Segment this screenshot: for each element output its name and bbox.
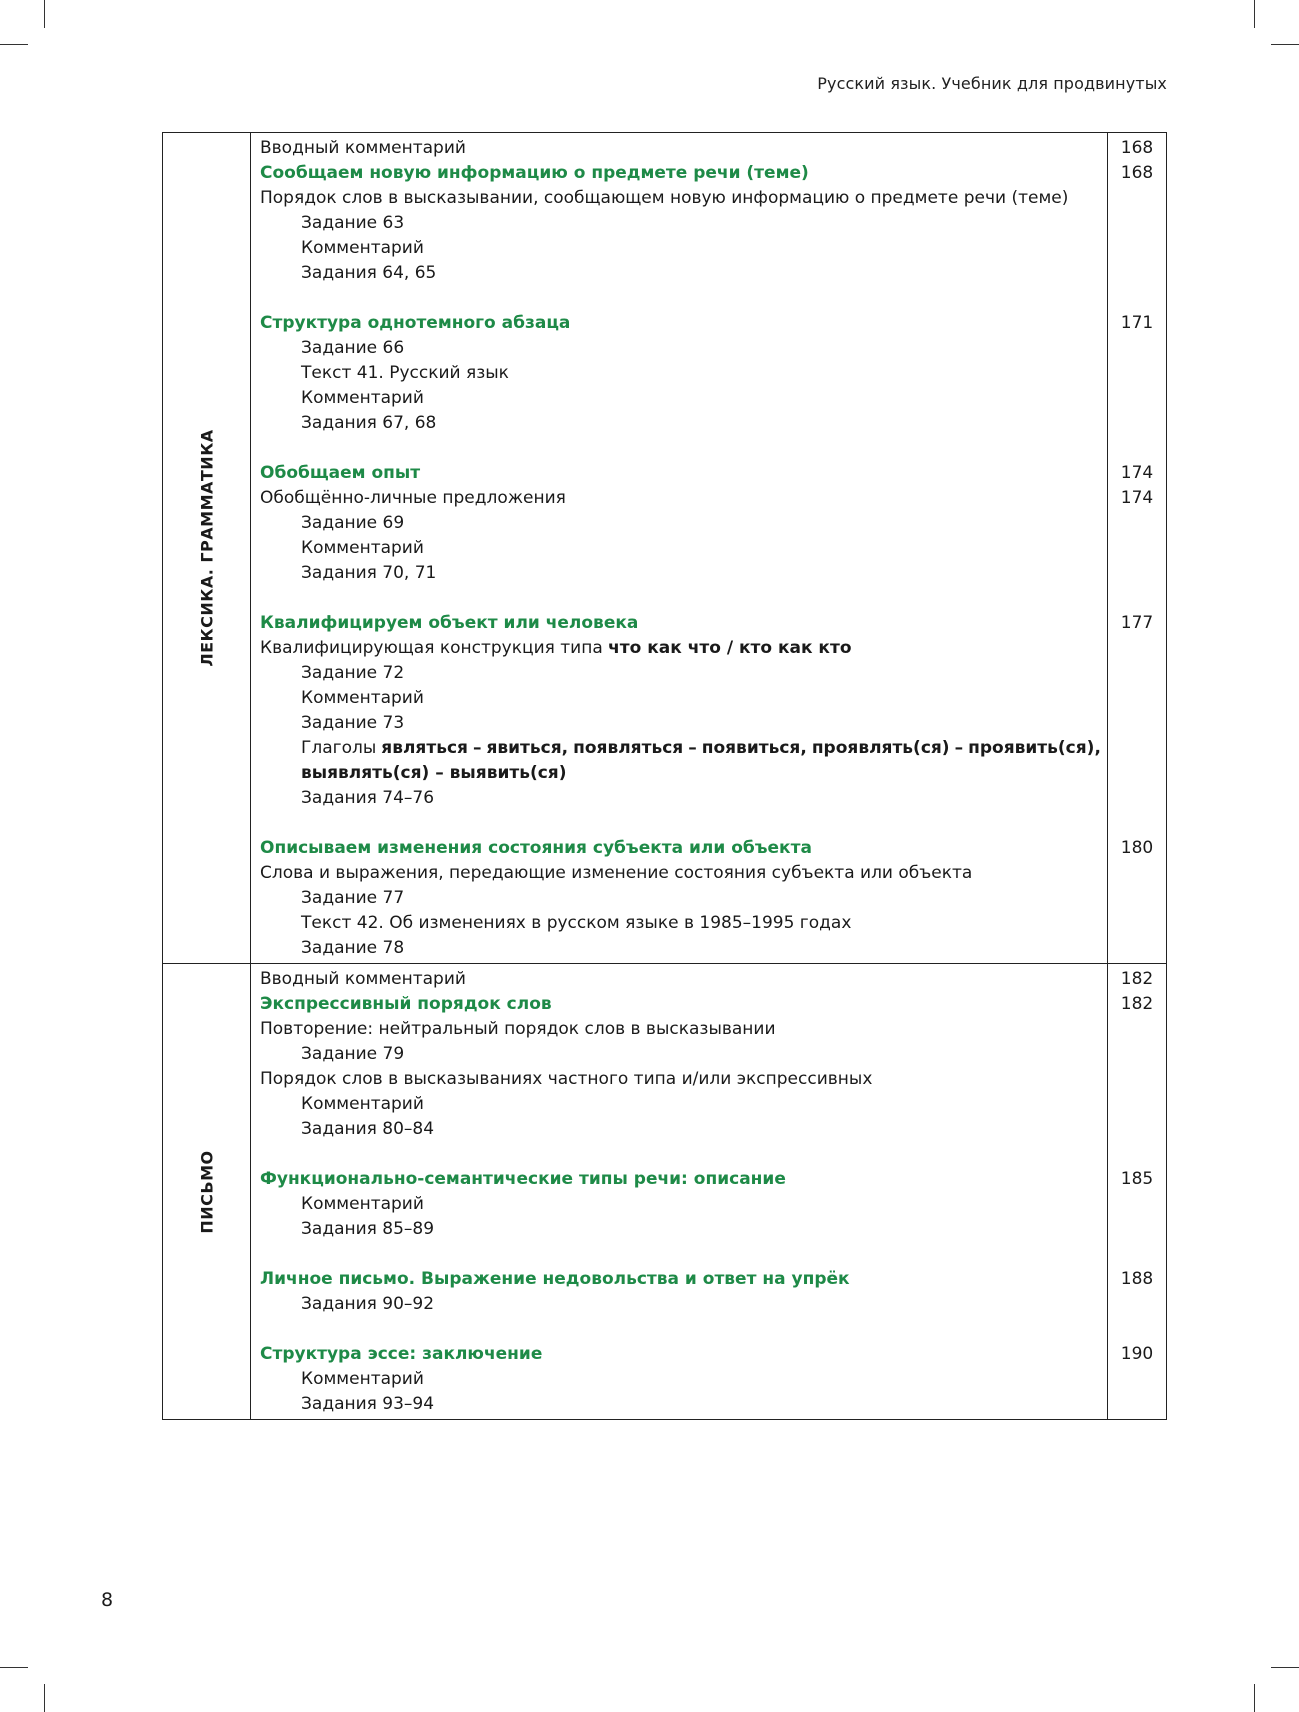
toc-subentry: Задания 74–76 <box>301 788 435 808</box>
toc-entry: Вводный комментарий <box>260 969 466 989</box>
page-ref: 174 <box>1120 488 1154 508</box>
toc-entry: Вводный комментарий <box>260 138 466 158</box>
crop-mark <box>1271 1667 1299 1668</box>
entry-text: Глаголы <box>301 738 377 758</box>
page-ref: 180 <box>1120 838 1154 858</box>
entry-bold-text: что как что / кто как кто <box>608 638 852 658</box>
page-ref: 168 <box>1120 163 1154 183</box>
toc-subentry: Задание 79 <box>301 1044 405 1064</box>
crop-mark <box>44 0 45 28</box>
toc-subentry: Комментарий <box>301 238 424 258</box>
toc-subentry: Комментарий <box>301 688 424 708</box>
entry-bold-text: появиться, <box>701 738 807 758</box>
page-column <box>1107 133 1166 963</box>
entry-bold-text: явиться, <box>486 738 569 758</box>
toc-subentry: Комментарий <box>301 538 424 558</box>
section-side-cell <box>163 133 251 963</box>
toc-subentry: Комментарий <box>301 1194 424 1214</box>
toc-heading: Структура однотемного абзаца <box>260 313 571 333</box>
page-ref: 168 <box>1120 138 1154 158</box>
toc-subentry <box>251 761 1107 786</box>
toc-subentry: Задание 73 <box>301 713 405 733</box>
section-content <box>251 964 1107 1419</box>
toc-subentry: Текст 41. Русский язык <box>301 363 509 383</box>
crop-mark <box>0 1667 28 1668</box>
crop-mark <box>1254 1684 1255 1712</box>
entry-bold-text: появляться <box>573 738 684 758</box>
toc-subentry: Комментарий <box>301 388 424 408</box>
entry-bold-text: – <box>688 738 697 758</box>
section-label: ПИСЬМО <box>197 1149 216 1234</box>
toc-heading: Функционально-семантические типы речи: описание <box>260 1169 786 1189</box>
toc-entry: Обобщённо-личные предложения <box>260 488 566 508</box>
toc-subentry: Текст 42. Об изменениях в русском языке в 1985–1995 годах <box>301 913 852 933</box>
toc-subentry: Комментарий <box>301 1369 424 1389</box>
spacer <box>251 1142 1107 1167</box>
page-ref: 182 <box>1120 994 1154 1014</box>
entry-bold-text: выявлять(ся) – выявить(ся) <box>301 763 567 783</box>
spacer <box>251 811 1107 836</box>
toc-heading: Экспрессивный порядок слов <box>260 994 552 1014</box>
spacer <box>251 1242 1107 1267</box>
toc-entry: Слова и выражения, передающие изменение состояния субъекта или объекта <box>260 863 973 883</box>
toc-subentry: Задания 90–92 <box>301 1294 435 1314</box>
toc-heading: Структура эссе: заключение <box>260 1344 543 1364</box>
toc-subentry: Задание 69 <box>301 513 405 533</box>
entry-bold-text: – <box>472 738 482 758</box>
page-ref: 188 <box>1120 1269 1154 1289</box>
toc-subentry: Задания 93–94 <box>301 1394 435 1414</box>
toc-heading: Сообщаем новую информацию о предмете речи (теме) <box>260 163 809 183</box>
toc-subentry: Задание 78 <box>301 938 405 958</box>
page-ref: 177 <box>1120 613 1154 633</box>
page-column <box>1107 964 1166 1419</box>
toc-subentry: Задания 85–89 <box>301 1219 435 1239</box>
entry-text: Квалифицирующая конструкция типа <box>260 638 609 658</box>
entry-bold-text: – <box>954 738 964 758</box>
crop-mark <box>44 1684 45 1712</box>
page-ref: 185 <box>1120 1169 1154 1189</box>
toc-subentry: Задания 80–84 <box>301 1119 435 1139</box>
section-label: ЛЕКСИКА. ГРАММАТИКА <box>197 429 216 667</box>
section-side-cell <box>163 964 251 1419</box>
toc-section-writing <box>163 963 1166 1419</box>
crop-mark <box>1254 0 1255 28</box>
toc-subentry: Задания 67, 68 <box>301 413 437 433</box>
spacer <box>251 286 1107 311</box>
running-header: Русский язык. Учебник для продвинутых <box>817 74 1167 93</box>
spacer <box>251 1317 1107 1342</box>
toc-entry: Порядок слов в высказывании, сообщающем новую информацию о предмете речи (теме) <box>260 188 1069 208</box>
toc-subentry: Задание 66 <box>301 338 405 358</box>
toc-subentry: Комментарий <box>301 1094 424 1114</box>
toc-entry: Порядок слов в высказываниях частного типа и/или экспрессивных <box>260 1069 873 1089</box>
entry-bold-text: проявлять(ся) <box>811 738 950 758</box>
toc-subentry: Задание 72 <box>301 663 405 683</box>
entry-bold-text: являться <box>381 738 468 758</box>
toc-entry: Повторение: нейтральный порядок слов в высказывании <box>260 1019 776 1039</box>
crop-mark <box>1271 44 1299 45</box>
toc-subentry: Задание 77 <box>301 888 405 908</box>
toc-subentry: Задания 70, 71 <box>301 563 437 583</box>
toc-subentry: Задание 63 <box>301 213 405 233</box>
toc-heading: Обобщаем опыт <box>260 463 421 483</box>
page-number: 8 <box>101 1589 114 1611</box>
page-ref: 174 <box>1120 463 1154 483</box>
page-ref: 190 <box>1120 1344 1154 1364</box>
table-of-contents <box>162 132 1167 1420</box>
toc-heading: Описываем изменения состояния субъекта или объекта <box>260 838 812 858</box>
toc-section-grammar <box>163 133 1166 963</box>
crop-mark <box>0 44 28 45</box>
toc-subentry-justified <box>251 736 1107 761</box>
toc-entry <box>251 636 1107 661</box>
spacer <box>251 586 1107 611</box>
section-content <box>251 133 1107 963</box>
toc-heading: Личное письмо. Выражение недовольства и ответ на упрёк <box>260 1269 850 1289</box>
spacer <box>251 436 1107 461</box>
toc-subentry: Задания 64, 65 <box>301 263 437 283</box>
page-ref: 182 <box>1120 969 1154 989</box>
toc-heading: Квалифицируем объект или человека <box>260 613 639 633</box>
page-ref: 171 <box>1120 313 1154 333</box>
entry-bold-text: проявить(ся), <box>968 738 1101 758</box>
